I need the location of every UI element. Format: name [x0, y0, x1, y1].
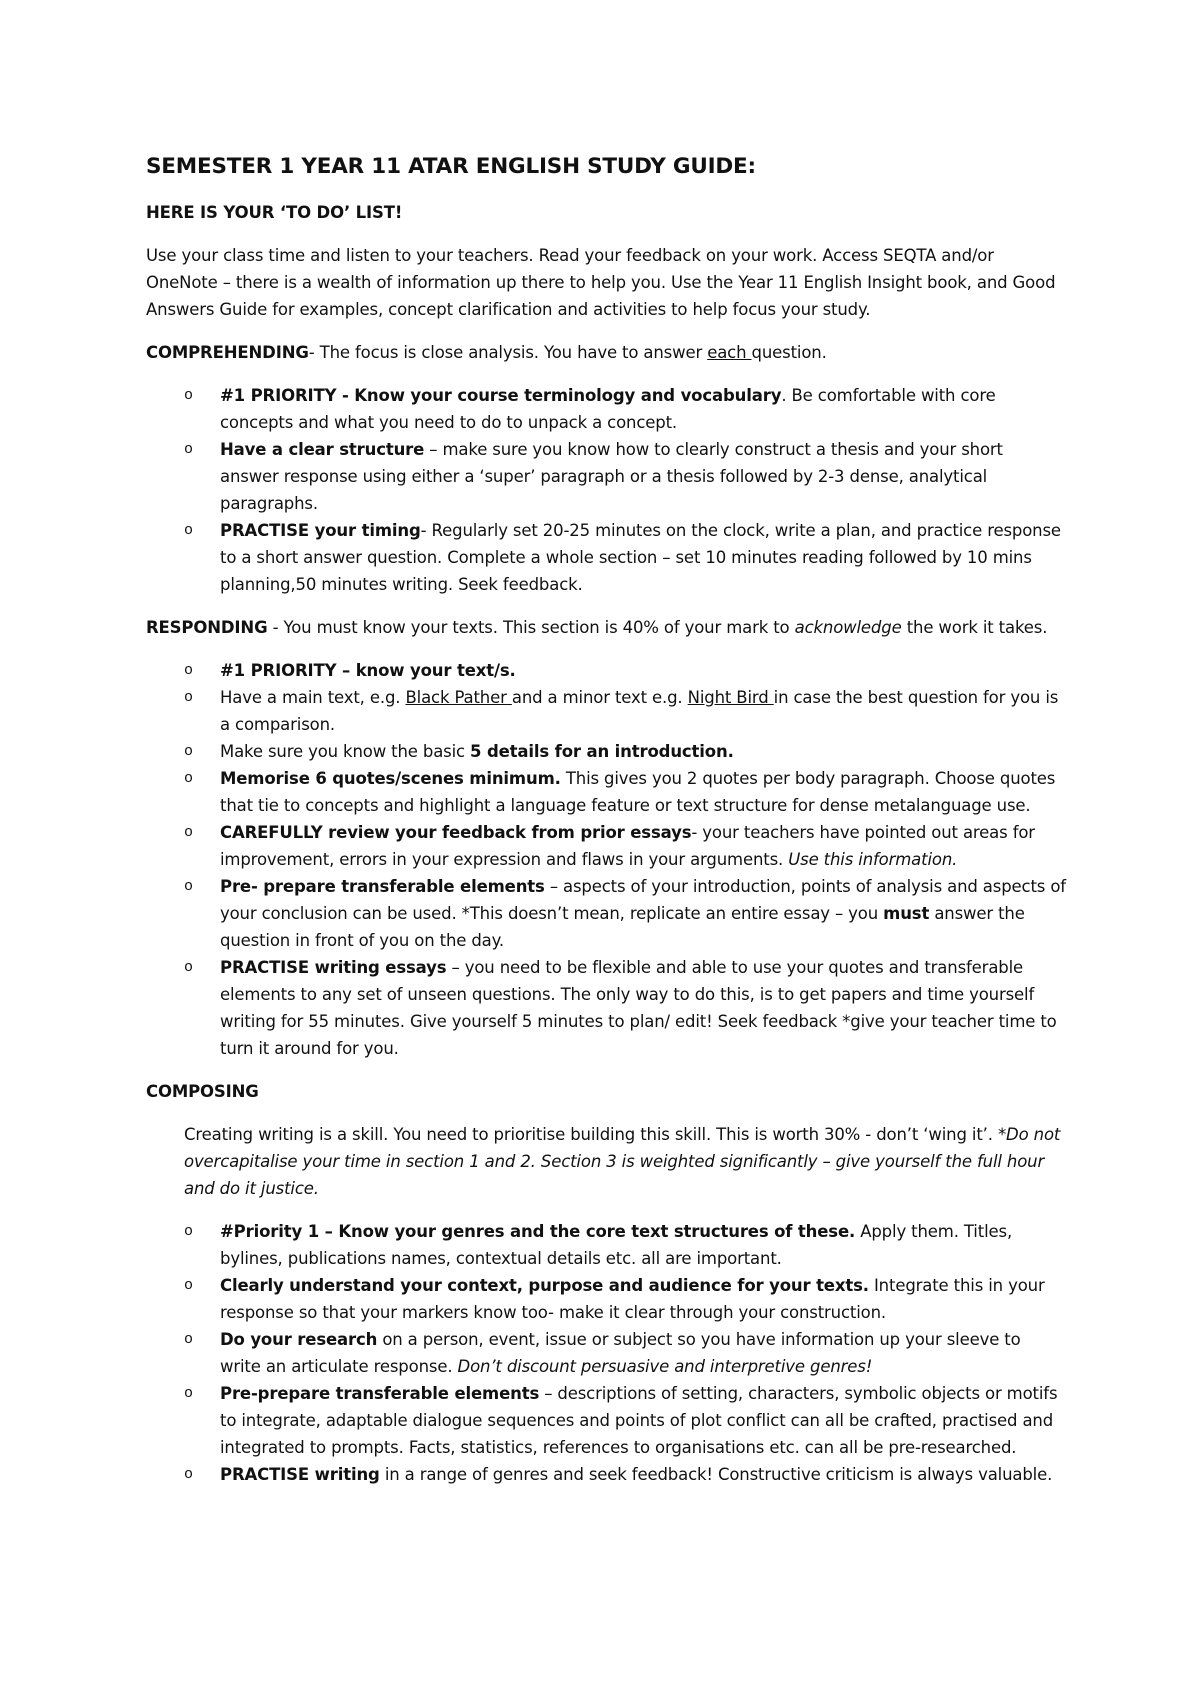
bullet-icon: o: [184, 387, 193, 404]
composing-heading: COMPOSING: [146, 1082, 259, 1101]
comprehending-list: [146, 382, 1066, 598]
comprehending-intro: COMPREHENDING- The focus is close analysis. You have to answer each question.: [146, 343, 827, 362]
comprehending-heading: COMPREHENDING: [146, 343, 309, 362]
bullet-icon: o: [184, 1277, 193, 1294]
list-item: o Have a main text, e.g. Black Pather and a minor text e.g. Night Bird in case the best question for you is a comparison.: [146, 684, 1066, 738]
list-item: o #1 PRIORITY – know your text/s.: [146, 657, 1066, 684]
list-item: o #Priority 1 – Know your genres and the core text structures of these. Apply them. Titles, bylines, publications names, contextual details etc. all are important.: [146, 1218, 1066, 1272]
list-item: o Memorise 6 quotes/scenes minimum. This gives you 2 quotes per body paragraph. Choose quotes that tie to concepts and highlight a language feature or text structure for dense metalanguage use.: [146, 765, 1066, 819]
bullet-icon: o: [184, 743, 193, 760]
list-item: o PRACTISE writing essays – you need to be flexible and able to use your quotes and transferable elements to any set of unseen questions. The only way to do this, is to get papers and time yourself writing for 55 minutes. Give yourself 5 minutes to plan/ edit! Seek feedback *give your teacher time to turn it around for you.: [146, 954, 1066, 1062]
todo-heading: HERE IS YOUR ‘TO DO’ LIST!: [146, 203, 403, 222]
bullet-icon: o: [184, 1331, 193, 1348]
bullet-icon: o: [184, 959, 193, 976]
list-item: o Clearly understand your context, purpose and audience for your texts. Integrate this in your response so that your markers know too- make it clear through your construction.: [146, 1272, 1066, 1326]
bullet-icon: o: [184, 824, 193, 841]
intro-paragraph: Use your class time and listen to your teachers. Read your feedback on your work. Access SEQTA and/or OneNote – there is a wealth of information up there to help you. Use the Year 11 English Insight book, and Good Answers Guide for examples, concept clarification and activities to help focus your study.: [146, 246, 1056, 319]
list-item: o Do your research on a person, event, issue or subject so you have information up your sleeve to write an articulate response. Don’t discount persuasive and interpretive genres!: [146, 1326, 1066, 1380]
bullet-icon: o: [184, 689, 193, 706]
bullet-icon: o: [184, 522, 193, 539]
bullet-icon: o: [184, 770, 193, 787]
list-item: o Pre- prepare transferable elements – aspects of your introduction, points of analysis and aspects of your conclusion can be used. *This doesn’t mean, replicate an entire essay – you must answer the question in front of you on the day.: [146, 873, 1066, 954]
bullet-icon: o: [184, 1385, 193, 1402]
list-item: o PRACTISE writing in a range of genres and seek feedback! Constructive criticism is always valuable.: [146, 1461, 1066, 1488]
bullet-icon: o: [184, 1223, 193, 1240]
composing-list: [146, 1218, 1066, 1488]
bullet-icon: o: [184, 878, 193, 895]
list-item: o Pre-prepare transferable elements – descriptions of setting, characters, symbolic objects or motifs to integrate, adaptable dialogue sequences and points of plot conflict can all be crafted, practised and integrated to prompts. Facts, statistics, references to organisations etc. can all be pre-researched.: [146, 1380, 1066, 1461]
page-title: SEMESTER 1 YEAR 11 ATAR ENGLISH STUDY GUIDE:: [146, 154, 756, 179]
bullet-icon: o: [184, 662, 193, 679]
list-item: o Have a clear structure – make sure you know how to clearly construct a thesis and your short answer response using either a ‘super’ paragraph or a thesis followed by 2-3 dense, analytical paragraphs.: [146, 436, 1066, 517]
document-body: [146, 152, 1066, 1504]
responding-intro: RESPONDING - You must know your texts. This section is 40% of your mark to acknowledge the work it takes.: [146, 618, 1048, 637]
responding-list: [146, 657, 1066, 1062]
list-item: o CAREFULLY review your feedback from prior essays- your teachers have pointed out areas for improvement, errors in your expression and flaws in your arguments. Use this information.: [146, 819, 1066, 873]
list-item: o #1 PRIORITY - Know your course terminology and vocabulary. Be comfortable with core concepts and what you need to do to unpack a concept.: [146, 382, 1066, 436]
responding-heading: RESPONDING: [146, 618, 268, 637]
bullet-icon: o: [184, 441, 193, 458]
list-item: o Make sure you know the basic 5 details for an introduction.: [146, 738, 1066, 765]
bullet-icon: o: [184, 1466, 193, 1483]
composing-intro: Creating writing is a skill. You need to prioritise building this skill. This is worth 30% - don’t ‘wing it’. *Do not overcapitalise your time in section 1 and 2. Section 3 is weighted significantly – give yourself the full hour and do it justice.: [184, 1125, 1061, 1198]
list-item: o PRACTISE your timing- Regularly set 20-25 minutes on the clock, write a plan, and practice response to a short answer question. Complete a whole section – set 10 minutes reading followed by 10 mins planning,50 minutes writing. Seek feedback.: [146, 517, 1066, 598]
